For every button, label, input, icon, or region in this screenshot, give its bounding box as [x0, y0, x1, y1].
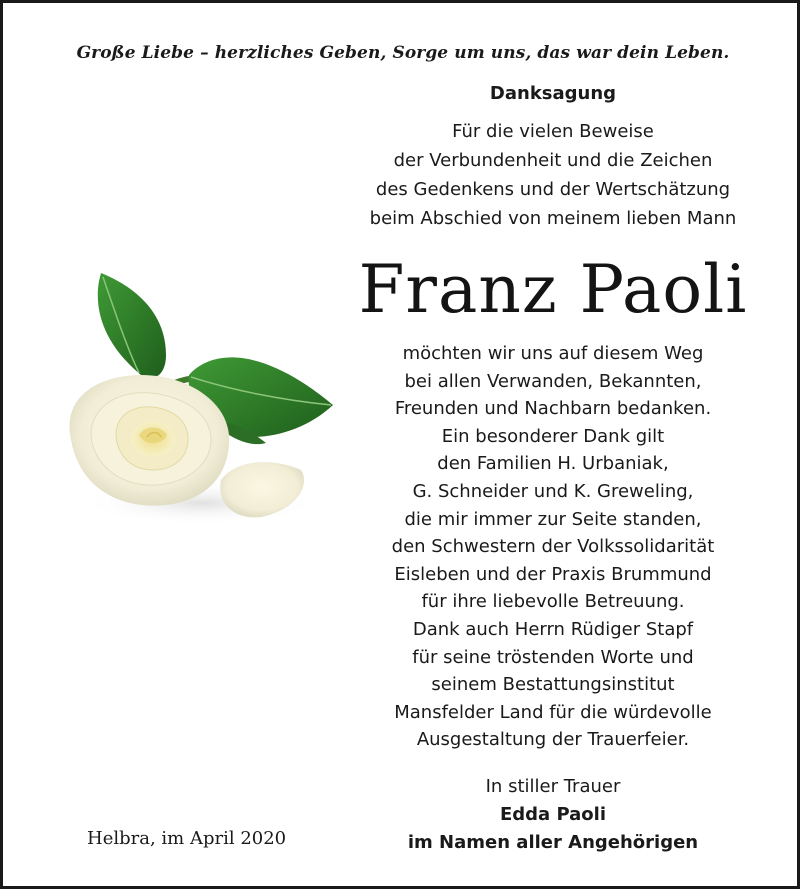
body-line: G. Schneider und K. Greweling,	[412, 480, 694, 502]
body-line: den Schwestern der Volkssolidarität	[391, 536, 715, 558]
body-line: die mir immer zur Seite standen,	[404, 508, 702, 530]
motto: Große Liebe – herzliches Geben, Sorge um uns, das war dein Leben.	[76, 43, 730, 63]
closing-line: In stiller Trauer	[485, 776, 621, 797]
body-line: seinem Bestattungsinstitut	[431, 674, 675, 696]
body-line: möchten wir uns auf diesem Weg	[402, 343, 704, 364]
heading: Danksagung	[489, 83, 617, 104]
intro-line: beim Abschied von meinem lieben Mann	[369, 208, 737, 229]
intro-line: Für die vielen Beweise	[452, 121, 654, 142]
intro-text	[341, 117, 765, 233]
place-date: Helbra, im April 2020	[87, 828, 287, 849]
body-line: Freunden und Nachbarn bedanken.	[394, 398, 712, 420]
body-line: Mansfelder Land für die würdevolle	[394, 701, 712, 723]
signer-name: Edda Paoli	[499, 804, 607, 825]
intro-line: der Verbundenheit und die Zeichen	[393, 150, 713, 171]
intro-line: des Gedenkens und der Wertschätzung	[375, 179, 731, 200]
body-line: für seine tröstenden Worte und	[412, 646, 694, 668]
body-line: Ein besonderer Dank gilt	[441, 425, 665, 447]
body-line: Dank auch Herrn Rüdiger Stapf	[412, 618, 694, 640]
body-line: bei allen Verwanden, Bekannten,	[404, 370, 702, 392]
body-line: Ausgestaltung der Trauerfeier.	[416, 729, 690, 751]
body-text	[341, 340, 765, 754]
family-line: im Namen aller Angehörigen	[407, 832, 699, 853]
deceased-name: Franz Paoli	[358, 251, 748, 328]
body-line: den Familien H. Urbaniak,	[437, 453, 669, 475]
closing-block	[341, 773, 765, 857]
white-rose-icon	[61, 265, 341, 535]
body-line: Eisleben und der Praxis Brummund	[394, 563, 712, 585]
body-line: für ihre liebevolle Betreuung.	[421, 591, 685, 613]
